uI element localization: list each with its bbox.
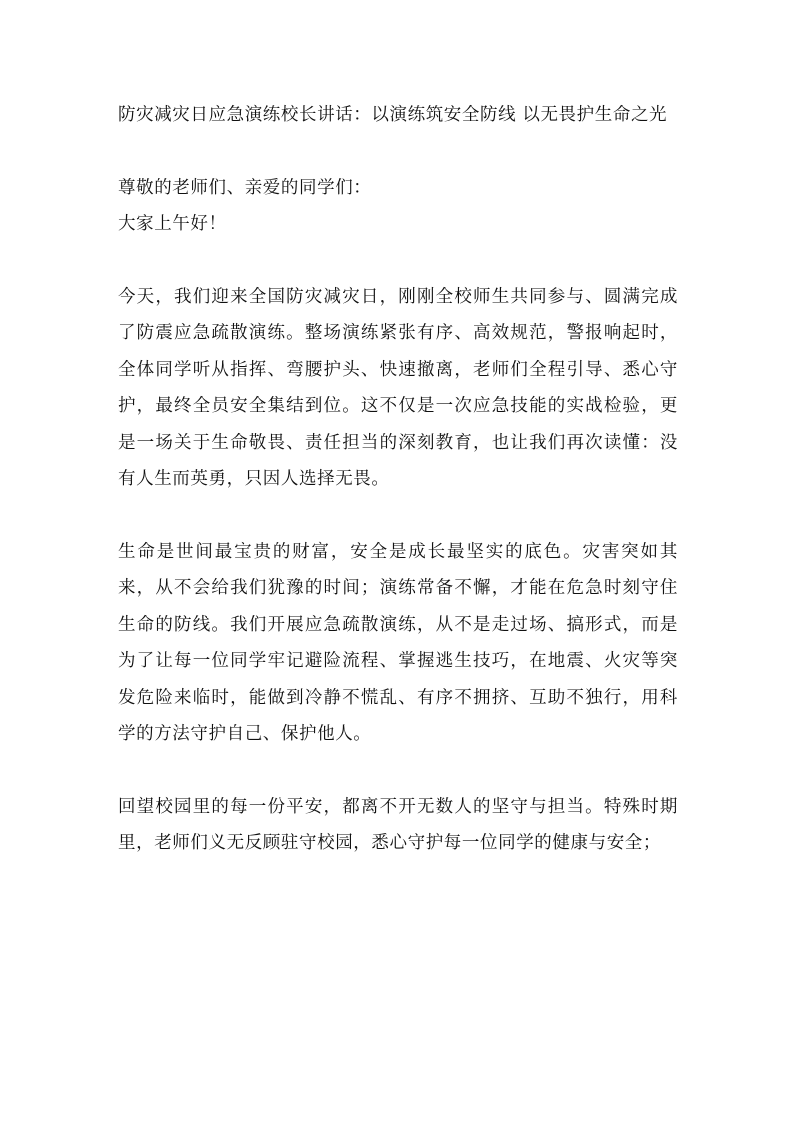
paragraph-2: 生命是世间最宝贵的财富，安全是成长最坚实的底色。灾害突如其来，从不会给我们犹豫的时间；演练常备不懈，才能在危急时刻守住生命的防线。我们开展应急疏散演练，从不是走过场、搞形式，而是为了让每一位同学牢记避险流程、掌握逃生技巧，在地震、火灾等突发危险来临时，能做到冷静不慌乱、有序不拥挤、互助不独行，用科学的方法守护自己、保护他人。	[118, 541, 678, 744]
document-body	[118, 97, 678, 898]
document-title: 防灾减灾日应急演练校长讲话：以演练筑安全防线 以无畏护生命之光	[118, 105, 668, 125]
salutation: 尊敬的老师们、亲爱的同学们：	[118, 177, 372, 198]
paragraph-1: 今天，我们迎来全国防灾减灾日，刚刚全校师生共同参与、圆满完成了防震应急疏散演练。整场演练紧张有序、高效规范，警报响起时，全体同学听从指挥、弯腰护头、快速撤离，老师们全程引导、悉心守护，最终全员安全集结到位。这不仅是一次应急技能的实战检验，更是一场关于生命敬畏、责任担当的深刻教育，也让我们再次读懂：没有人生而英勇，只因人选择无畏。	[118, 286, 678, 489]
paragraph-3: 回望校园里的每一份平安，都离不开无数人的坚守与担当。特殊时期里，老师们义无反顾驻守校园，悉心守护每一位同学的健康与安全；	[118, 796, 678, 853]
greeting: 大家上午好！	[118, 214, 227, 234]
